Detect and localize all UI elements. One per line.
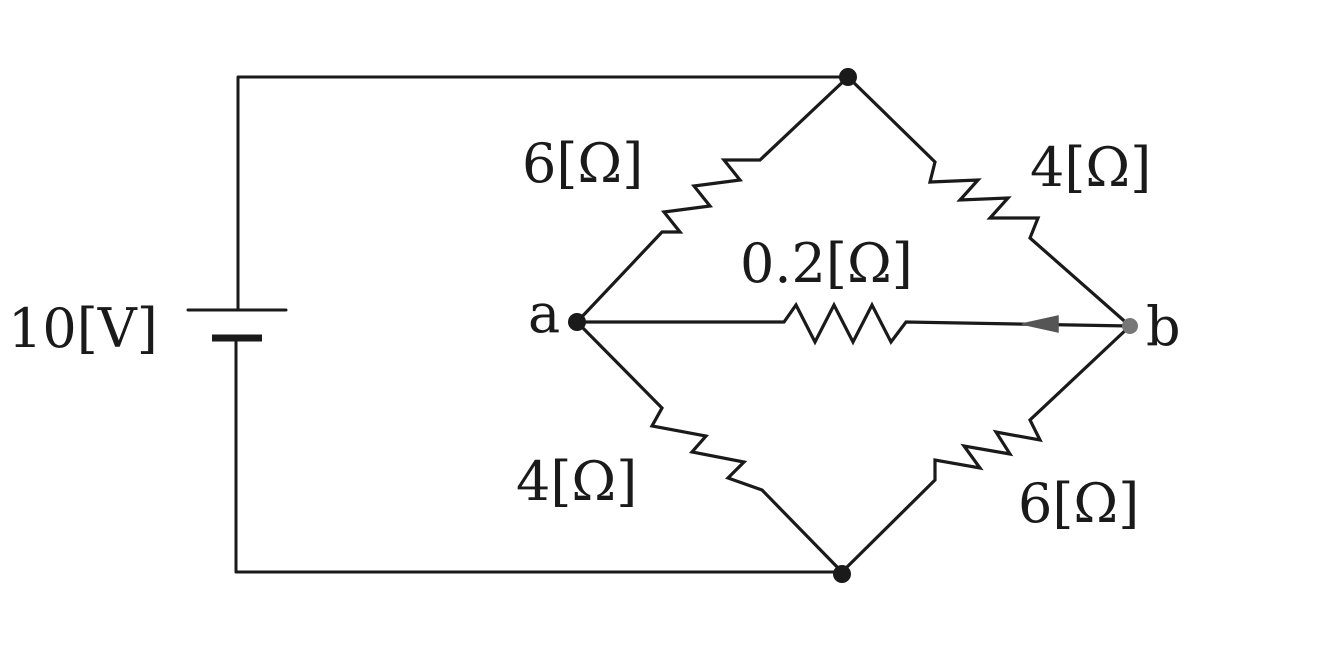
current-arrow-icon [1022,316,1058,332]
resistor-bottom-right [842,326,1130,572]
label-bottom-left-resistance: 4[Ω] [516,450,638,513]
bottom-node [833,565,851,583]
node-b-dot [1122,318,1138,334]
top-node [839,68,857,86]
node-a-label: a [528,282,561,345]
label-middle-resistance: 0.2[Ω] [740,232,913,295]
label-bottom-right-resistance: 6[Ω] [1018,472,1140,535]
node-b-label: b [1146,295,1181,358]
voltage-label: 10[V] [8,297,158,360]
resistor-bottom-left [577,322,842,572]
battery-symbol [188,310,286,338]
node-a-dot [568,313,586,331]
label-top-left-resistance: 6[Ω] [522,132,644,195]
label-top-right-resistance: 4[Ω] [1030,136,1152,199]
